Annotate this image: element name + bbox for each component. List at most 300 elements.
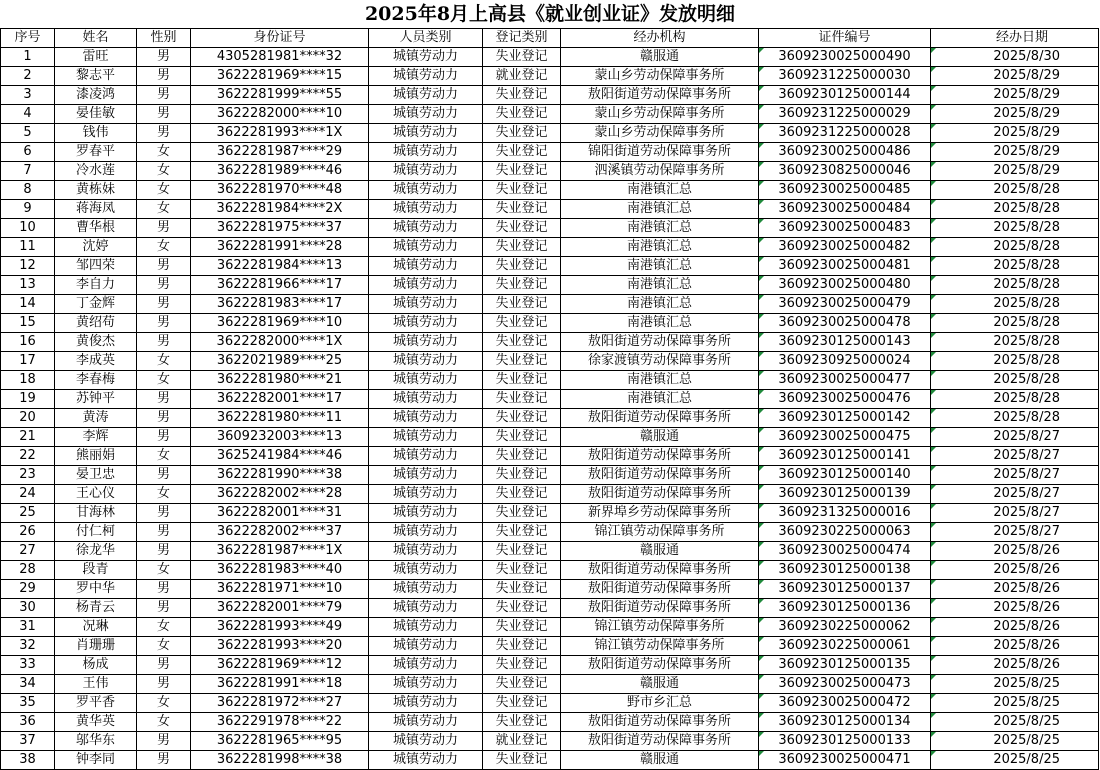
cell-id-number: 3622281999****55 [191, 86, 369, 105]
cell-certificate-number: 3609230025000483 [759, 219, 931, 238]
cell-index: 21 [1, 428, 55, 447]
cell-name: 付仁柯 [55, 523, 137, 542]
cell-index: 2 [1, 67, 55, 86]
cell-name: 杨青云 [55, 599, 137, 618]
cell-name: 钟李同 [55, 751, 137, 770]
cell-id-number: 3622282001****31 [191, 504, 369, 523]
cell-agency: 南港镇汇总 [561, 200, 759, 219]
cell-id-number: 3609232003****13 [191, 428, 369, 447]
cell-person-type: 城镇劳动力 [369, 314, 483, 333]
cell-agency: 敖阳街道劳动保障事务所 [561, 409, 759, 428]
cell-certificate-number: 3609230025000476 [759, 390, 931, 409]
cell-name: 李辉 [55, 428, 137, 447]
cell-agency: 敖阳街道劳动保障事务所 [561, 580, 759, 599]
cell-id-number: 3622281965****95 [191, 732, 369, 751]
table-row [1, 333, 1099, 352]
cell-id-number: 3622281983****40 [191, 561, 369, 580]
cell-date: 2025/8/26 [931, 561, 1099, 580]
cell-date: 2025/8/26 [931, 580, 1099, 599]
cell-id-number: 3622281983****17 [191, 295, 369, 314]
cell-registration-type: 失业登记 [483, 181, 561, 200]
cell-index: 16 [1, 333, 55, 352]
cell-date: 2025/8/28 [931, 200, 1099, 219]
cell-registration-type: 失业登记 [483, 637, 561, 656]
cell-agency: 蒙山乡劳动保障事务所 [561, 124, 759, 143]
cell-index: 19 [1, 390, 55, 409]
cell-date: 2025/8/25 [931, 675, 1099, 694]
cell-date: 2025/8/28 [931, 352, 1099, 371]
cell-index: 33 [1, 656, 55, 675]
cell-index: 13 [1, 276, 55, 295]
cell-gender: 男 [137, 295, 191, 314]
table-row [1, 580, 1099, 599]
cell-certificate-number: 3609231325000016 [759, 504, 931, 523]
cell-name: 李自力 [55, 276, 137, 295]
table-row [1, 200, 1099, 219]
cell-agency: 敖阳街道劳动保障事务所 [561, 732, 759, 751]
table-row [1, 276, 1099, 295]
cell-name: 李春梅 [55, 371, 137, 390]
cell-registration-type: 失业登记 [483, 504, 561, 523]
cell-date: 2025/8/29 [931, 143, 1099, 162]
cell-registration-type: 失业登记 [483, 276, 561, 295]
cell-index: 27 [1, 542, 55, 561]
cell-registration-type: 失业登记 [483, 333, 561, 352]
cell-person-type: 城镇劳动力 [369, 162, 483, 181]
cell-registration-type: 失业登记 [483, 523, 561, 542]
cell-agency: 南港镇汇总 [561, 181, 759, 200]
cell-date: 2025/8/28 [931, 181, 1099, 200]
cell-certificate-number: 3609230825000046 [759, 162, 931, 181]
cell-id-number: 4305281981****32 [191, 48, 369, 67]
cell-gender: 男 [137, 333, 191, 352]
cell-person-type: 城镇劳动力 [369, 523, 483, 542]
table-row [1, 314, 1099, 333]
cell-certificate-number: 3609230025000473 [759, 675, 931, 694]
cell-gender: 男 [137, 48, 191, 67]
cell-name: 黄俊杰 [55, 333, 137, 352]
cell-id-number: 3622281966****17 [191, 276, 369, 295]
table-row [1, 523, 1099, 542]
cell-name: 黎志平 [55, 67, 137, 86]
table-row [1, 162, 1099, 181]
cell-id-number: 3622282001****17 [191, 390, 369, 409]
cell-name: 蒋海凤 [55, 200, 137, 219]
cell-registration-type: 失业登记 [483, 86, 561, 105]
cell-agency: 锦江镇劳动保障事务所 [561, 637, 759, 656]
cell-certificate-number: 3609230125000140 [759, 466, 931, 485]
table-row [1, 238, 1099, 257]
cell-name: 徐龙华 [55, 542, 137, 561]
cell-certificate-number: 3609230125000143 [759, 333, 931, 352]
cell-registration-type: 失业登记 [483, 314, 561, 333]
cell-certificate-number: 3609230025000479 [759, 295, 931, 314]
cell-date: 2025/8/28 [931, 257, 1099, 276]
cell-agency: 泗溪镇劳动保障事务所 [561, 162, 759, 181]
cell-agency: 敖阳街道劳动保障事务所 [561, 599, 759, 618]
cell-index: 5 [1, 124, 55, 143]
cell-index: 25 [1, 504, 55, 523]
cell-gender: 女 [137, 713, 191, 732]
cell-date: 2025/8/26 [931, 637, 1099, 656]
cell-gender: 男 [137, 656, 191, 675]
cell-gender: 男 [137, 105, 191, 124]
cell-id-number: 3622021989****25 [191, 352, 369, 371]
cell-registration-type: 失业登记 [483, 238, 561, 257]
cell-name: 苏钟平 [55, 390, 137, 409]
table-row [1, 181, 1099, 200]
cell-certificate-number: 3609230025000477 [759, 371, 931, 390]
cell-id-number: 3625241984****46 [191, 447, 369, 466]
cell-gender: 男 [137, 124, 191, 143]
cell-certificate-number: 3609230125000137 [759, 580, 931, 599]
cell-registration-type: 失业登记 [483, 143, 561, 162]
cell-gender: 男 [137, 580, 191, 599]
cell-date: 2025/8/26 [931, 618, 1099, 637]
cell-person-type: 城镇劳动力 [369, 428, 483, 447]
cell-index: 38 [1, 751, 55, 770]
cell-registration-type: 失业登记 [483, 295, 561, 314]
cell-date: 2025/8/28 [931, 333, 1099, 352]
cell-id-number: 3622281991****18 [191, 675, 369, 694]
cell-id-number: 3622281987****1X [191, 542, 369, 561]
cell-person-type: 城镇劳动力 [369, 200, 483, 219]
cell-name: 罗中华 [55, 580, 137, 599]
cell-registration-type: 失业登记 [483, 257, 561, 276]
header-registration-type: 登记类别 [483, 29, 561, 48]
cell-certificate-number: 3609230125000142 [759, 409, 931, 428]
table-row [1, 48, 1099, 67]
cell-date: 2025/8/28 [931, 295, 1099, 314]
cell-index: 7 [1, 162, 55, 181]
cell-gender: 女 [137, 162, 191, 181]
cell-registration-type: 失业登记 [483, 580, 561, 599]
cell-index: 14 [1, 295, 55, 314]
table-row [1, 637, 1099, 656]
cell-name: 杨成 [55, 656, 137, 675]
cell-name: 漆凌鸿 [55, 86, 137, 105]
table-row [1, 542, 1099, 561]
cell-person-type: 城镇劳动力 [369, 48, 483, 67]
cell-registration-type: 失业登记 [483, 599, 561, 618]
cell-person-type: 城镇劳动力 [369, 257, 483, 276]
cell-certificate-number: 3609230025000471 [759, 751, 931, 770]
cell-registration-type: 失业登记 [483, 675, 561, 694]
cell-certificate-number: 3609230025000478 [759, 314, 931, 333]
cell-index: 20 [1, 409, 55, 428]
table-row [1, 105, 1099, 124]
cell-gender: 男 [137, 219, 191, 238]
cell-index: 35 [1, 694, 55, 713]
cell-certificate-number: 3609230125000139 [759, 485, 931, 504]
cell-id-number: 3622282002****28 [191, 485, 369, 504]
cell-certificate-number: 3609230925000024 [759, 352, 931, 371]
header-person-type: 人员类别 [369, 29, 483, 48]
cell-certificate-number: 3609230125000134 [759, 713, 931, 732]
table-row [1, 428, 1099, 447]
cell-person-type: 城镇劳动力 [369, 390, 483, 409]
cell-index: 26 [1, 523, 55, 542]
cell-certificate-number: 3609231225000030 [759, 67, 931, 86]
cell-name: 邬华东 [55, 732, 137, 751]
cell-id-number: 3622281980****11 [191, 409, 369, 428]
cell-index: 31 [1, 618, 55, 637]
cell-id-number: 3622281993****20 [191, 637, 369, 656]
cell-id-number: 3622282001****79 [191, 599, 369, 618]
cell-registration-type: 失业登记 [483, 200, 561, 219]
cell-index: 29 [1, 580, 55, 599]
cell-person-type: 城镇劳动力 [369, 124, 483, 143]
table-row [1, 390, 1099, 409]
cell-person-type: 城镇劳动力 [369, 694, 483, 713]
cell-person-type: 城镇劳动力 [369, 86, 483, 105]
cell-date: 2025/8/28 [931, 409, 1099, 428]
cell-gender: 男 [137, 276, 191, 295]
table-row [1, 618, 1099, 637]
cell-gender: 男 [137, 409, 191, 428]
cell-name: 王心仪 [55, 485, 137, 504]
cell-date: 2025/8/27 [931, 523, 1099, 542]
cell-agency: 南港镇汇总 [561, 276, 759, 295]
cell-agency: 锦江镇劳动保障事务所 [561, 523, 759, 542]
cell-registration-type: 失业登记 [483, 390, 561, 409]
cell-index: 4 [1, 105, 55, 124]
cell-registration-type: 失业登记 [483, 352, 561, 371]
cell-date: 2025/8/26 [931, 542, 1099, 561]
cell-certificate-number: 3609230025000482 [759, 238, 931, 257]
cell-name: 冷水莲 [55, 162, 137, 181]
cell-registration-type: 失业登记 [483, 371, 561, 390]
cell-agency: 蒙山乡劳动保障事务所 [561, 105, 759, 124]
cell-registration-type: 失业登记 [483, 447, 561, 466]
table-row [1, 485, 1099, 504]
cell-person-type: 城镇劳动力 [369, 751, 483, 770]
cell-agency: 敖阳街道劳动保障事务所 [561, 485, 759, 504]
cell-name: 李成英 [55, 352, 137, 371]
cell-person-type: 城镇劳动力 [369, 447, 483, 466]
cell-person-type: 城镇劳动力 [369, 181, 483, 200]
cell-certificate-number: 3609230025000481 [759, 257, 931, 276]
cell-name: 罗春平 [55, 143, 137, 162]
table-row [1, 504, 1099, 523]
cell-gender: 女 [137, 637, 191, 656]
cell-person-type: 城镇劳动力 [369, 542, 483, 561]
cell-date: 2025/8/29 [931, 67, 1099, 86]
table-row [1, 447, 1099, 466]
cell-certificate-number: 3609230225000062 [759, 618, 931, 637]
cell-person-type: 城镇劳动力 [369, 580, 483, 599]
cell-person-type: 城镇劳动力 [369, 276, 483, 295]
cell-agency: 蒙山乡劳动保障事务所 [561, 67, 759, 86]
cell-registration-type: 失业登记 [483, 162, 561, 181]
cell-agency: 南港镇汇总 [561, 219, 759, 238]
cell-index: 30 [1, 599, 55, 618]
cell-certificate-number: 3609230125000133 [759, 732, 931, 751]
cell-person-type: 城镇劳动力 [369, 561, 483, 580]
cell-name: 晏佳敏 [55, 105, 137, 124]
cell-certificate-number: 3609230025000486 [759, 143, 931, 162]
cell-id-number: 3622281980****21 [191, 371, 369, 390]
cell-person-type: 城镇劳动力 [369, 618, 483, 637]
cell-name: 邹四荣 [55, 257, 137, 276]
cell-id-number: 3622281989****46 [191, 162, 369, 181]
cell-registration-type: 失业登记 [483, 409, 561, 428]
cell-gender: 男 [137, 314, 191, 333]
cell-registration-type: 失业登记 [483, 618, 561, 637]
cell-date: 2025/8/30 [931, 48, 1099, 67]
cell-gender: 男 [137, 732, 191, 751]
table-body [1, 48, 1099, 770]
cell-gender: 男 [137, 504, 191, 523]
cell-name: 黄华英 [55, 713, 137, 732]
cell-date: 2025/8/26 [931, 656, 1099, 675]
cell-agency: 敖阳街道劳动保障事务所 [561, 86, 759, 105]
cell-name: 王伟 [55, 675, 137, 694]
page-title: 2025年8月上高县《就业创业证》发放明细 [364, 3, 736, 25]
cell-name: 甘海林 [55, 504, 137, 523]
table-row [1, 295, 1099, 314]
cell-id-number: 3622281971****10 [191, 580, 369, 599]
cell-date: 2025/8/28 [931, 238, 1099, 257]
cell-agency: 敖阳街道劳动保障事务所 [561, 333, 759, 352]
cell-agency: 野市乡汇总 [561, 694, 759, 713]
cell-registration-type: 失业登记 [483, 105, 561, 124]
cell-id-number: 3622282000****1X [191, 333, 369, 352]
cell-person-type: 城镇劳动力 [369, 485, 483, 504]
header-id-number: 身份证号 [191, 29, 369, 48]
cell-registration-type: 失业登记 [483, 485, 561, 504]
table-row [1, 371, 1099, 390]
cell-id-number: 3622281972****27 [191, 694, 369, 713]
cell-name: 熊丽娟 [55, 447, 137, 466]
cell-id-number: 3622291978****22 [191, 713, 369, 732]
cell-certificate-number: 3609231225000029 [759, 105, 931, 124]
cell-name: 沈婷 [55, 238, 137, 257]
cell-index: 32 [1, 637, 55, 656]
cell-name: 黄涛 [55, 409, 137, 428]
cell-index: 34 [1, 675, 55, 694]
cell-name: 雷旺 [55, 48, 137, 67]
cell-id-number: 3622282000****10 [191, 105, 369, 124]
header-index: 序号 [1, 29, 55, 48]
cell-id-number: 3622281990****38 [191, 466, 369, 485]
cell-index: 8 [1, 181, 55, 200]
cell-name: 段青 [55, 561, 137, 580]
cell-agency: 南港镇汇总 [561, 390, 759, 409]
header-certificate-number: 证件编号 [759, 29, 931, 48]
cell-registration-type: 就业登记 [483, 732, 561, 751]
cell-certificate-number: 3609230125000136 [759, 599, 931, 618]
table-row [1, 143, 1099, 162]
cell-gender: 男 [137, 751, 191, 770]
cell-date: 2025/8/27 [931, 504, 1099, 523]
cell-certificate-number: 3609230025000480 [759, 276, 931, 295]
cell-id-number: 3622281987****29 [191, 143, 369, 162]
cell-gender: 女 [137, 694, 191, 713]
cell-agency: 敖阳街道劳动保障事务所 [561, 656, 759, 675]
header-row [1, 29, 1099, 48]
table-row [1, 656, 1099, 675]
cell-index: 24 [1, 485, 55, 504]
cell-index: 10 [1, 219, 55, 238]
cell-date: 2025/8/26 [931, 599, 1099, 618]
cell-certificate-number: 3609230025000490 [759, 48, 931, 67]
cell-date: 2025/8/29 [931, 162, 1099, 181]
table-row [1, 694, 1099, 713]
cell-person-type: 城镇劳动力 [369, 675, 483, 694]
cell-index: 23 [1, 466, 55, 485]
cell-certificate-number: 3609230125000138 [759, 561, 931, 580]
cell-agency: 敖阳街道劳动保障事务所 [561, 466, 759, 485]
cell-registration-type: 失业登记 [483, 713, 561, 732]
cell-registration-type: 失业登记 [483, 751, 561, 770]
cell-registration-type: 失业登记 [483, 694, 561, 713]
table-row [1, 466, 1099, 485]
cell-name: 丁金辉 [55, 295, 137, 314]
cell-agency: 赣服通 [561, 542, 759, 561]
cell-name: 罗平香 [55, 694, 137, 713]
cell-person-type: 城镇劳动力 [369, 466, 483, 485]
cell-name: 晏卫忠 [55, 466, 137, 485]
cell-agency: 敖阳街道劳动保障事务所 [561, 713, 759, 732]
cell-registration-type: 失业登记 [483, 542, 561, 561]
cell-gender: 男 [137, 599, 191, 618]
cell-certificate-number: 3609230125000135 [759, 656, 931, 675]
cell-gender: 男 [137, 542, 191, 561]
cell-date: 2025/8/28 [931, 390, 1099, 409]
cell-id-number: 3622281975****37 [191, 219, 369, 238]
cell-agency: 南港镇汇总 [561, 238, 759, 257]
cell-date: 2025/8/25 [931, 732, 1099, 751]
cell-index: 37 [1, 732, 55, 751]
cell-date: 2025/8/25 [931, 694, 1099, 713]
cell-agency: 敖阳街道劳动保障事务所 [561, 447, 759, 466]
table-row [1, 124, 1099, 143]
cell-date: 2025/8/27 [931, 485, 1099, 504]
cell-agency: 南港镇汇总 [561, 314, 759, 333]
cell-name: 黄绍苟 [55, 314, 137, 333]
table-row [1, 561, 1099, 580]
cell-id-number: 3622281993****1X [191, 124, 369, 143]
cell-certificate-number: 3609230125000141 [759, 447, 931, 466]
cell-index: 1 [1, 48, 55, 67]
cell-registration-type: 失业登记 [483, 219, 561, 238]
cell-certificate-number: 3609230225000063 [759, 523, 931, 542]
cell-gender: 女 [137, 200, 191, 219]
cell-date: 2025/8/28 [931, 314, 1099, 333]
cell-agency: 敖阳街道劳动保障事务所 [561, 561, 759, 580]
cell-name: 曹华根 [55, 219, 137, 238]
cell-name: 肖珊珊 [55, 637, 137, 656]
cell-registration-type: 失业登记 [483, 561, 561, 580]
cell-certificate-number: 3609230025000484 [759, 200, 931, 219]
cell-name: 黄栋妹 [55, 181, 137, 200]
cell-date: 2025/8/28 [931, 219, 1099, 238]
cell-person-type: 城镇劳动力 [369, 105, 483, 124]
table-row [1, 67, 1099, 86]
cell-agency: 赣服通 [561, 751, 759, 770]
cell-gender: 女 [137, 618, 191, 637]
header-date: 经办日期 [931, 29, 1099, 48]
cell-id-number: 3622281969****10 [191, 314, 369, 333]
cell-index: 11 [1, 238, 55, 257]
cell-person-type: 城镇劳动力 [369, 713, 483, 732]
cell-agency: 锦阳街道劳动保障事务所 [561, 143, 759, 162]
cell-person-type: 城镇劳动力 [369, 219, 483, 238]
cell-person-type: 城镇劳动力 [369, 637, 483, 656]
cell-id-number: 3622281991****28 [191, 238, 369, 257]
cell-id-number: 3622281984****2X [191, 200, 369, 219]
